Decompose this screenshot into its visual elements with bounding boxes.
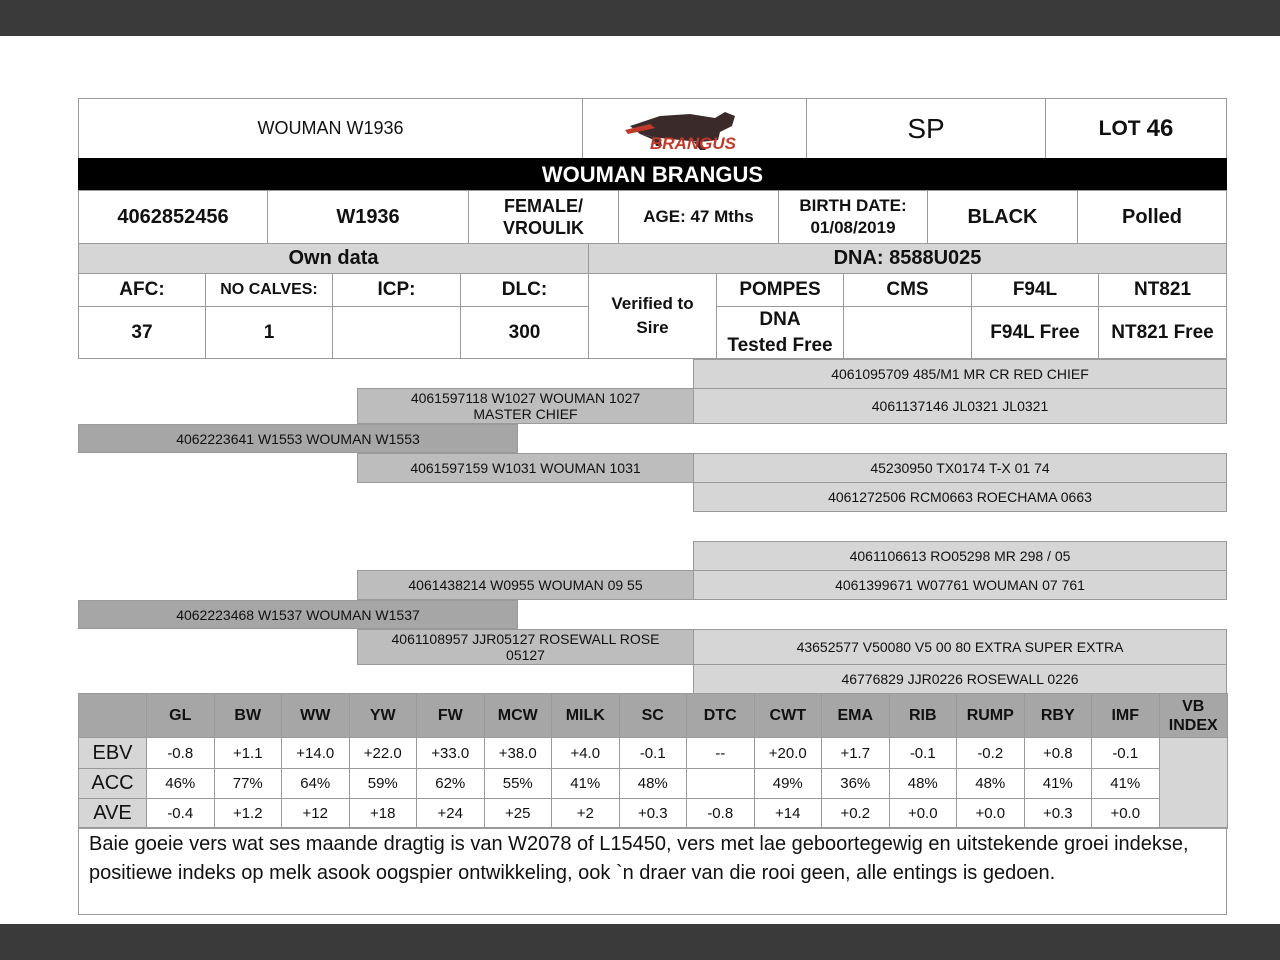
dlc-label: DLC: [501,279,548,300]
colour: BLACK [967,205,1038,228]
ebv-value-cell: 48% [889,768,958,799]
ped-ds-text: 4061438214 W0955 WOUMAN 09 55 [408,577,643,593]
ebv-value-cell: +1.1 [214,737,283,769]
no-calves-value-cell [205,306,333,359]
ped-dsd-text: 4061399671 W07761 WOUMAN 07 761 [835,577,1085,593]
ebv-value-cell: +12 [281,798,350,829]
pompes-line2: Tested Free [727,334,833,356]
reg-number: 4062852456 [117,205,229,228]
lot-number: 46 [1146,114,1174,142]
ebv-value-cell: +0.0 [889,798,958,829]
no-calves-label: NO CALVES: [220,281,318,298]
verified-line1: Verified to [611,294,694,313]
cms-header [843,273,972,307]
pedigree-dam-sire-dam [693,570,1227,600]
ebv-value-cell: -- [686,737,755,769]
ebv-col-header: CWT [754,693,823,738]
ebv-value-cell: +18 [349,798,418,829]
ebv-value-cell: -0.2 [956,737,1025,769]
ebv-value-cell: 77% [214,768,283,799]
pompes-value-cell [716,306,844,359]
ebv-value-cell: +1.2 [214,798,283,829]
own-data-header [78,243,589,274]
afc-value: 37 [131,321,153,343]
pompes-header [716,273,844,307]
ped-ss-text: 4061597118 W1027 WOUMAN 1027 MASTER CHIEF [410,390,641,422]
cms-value-cell [843,306,972,359]
dlc-value-cell [460,306,589,359]
ped-s-text: 4062223641 W1553 WOUMAN W1553 [176,430,420,447]
logo-text: BRANGUS [649,133,736,153]
afc-label: AFC: [119,279,165,300]
ped-dss-text: 4061106613 RO05298 MR 298 / 05 [849,548,1071,564]
ped-dds-text: 43652577 V50080 V5 00 80 EXTRA SUPER EXTRA [796,639,1124,655]
f94l-value: F94L Free [990,321,1080,343]
cms-label: CMS [886,279,929,300]
ebv-col-header: DTC [686,693,755,738]
ebv-value-cell: 48% [619,768,688,799]
tag: W1936 [336,205,400,228]
vb-line1: VB [1182,697,1205,715]
ebv-value-cell: +1.7 [821,737,890,769]
ped-sd-text: 4061597159 W1031 WOUMAN 1031 [410,460,641,476]
verified-cell [588,273,717,359]
ebv-col-header: WW [281,693,350,738]
icp-label: ICP: [377,279,416,300]
sp-label: SP [907,112,945,144]
ebv-value-cell: +33.0 [416,737,485,769]
tag-cell [267,190,469,244]
pedigree-sire-sire-dam [693,388,1227,424]
logo-cell [582,98,807,159]
birth-date: 01/08/2019 [810,218,896,237]
animal-id: WOUMAN W1936 [257,118,404,138]
ebv-value-cell: +25 [484,798,553,829]
ebv-value-cell: +38.0 [484,737,553,769]
age: AGE: 47 Mths [643,207,754,226]
ebv-value-cell: 48% [956,768,1025,799]
verified-line2: Sire [636,318,669,337]
ebv-value-cell [686,768,755,799]
top-bar [0,0,1280,36]
own-data-label: Own data [288,247,379,269]
f94l-value-cell [971,306,1099,359]
pedigree-sire-dam-sire [693,453,1227,483]
ebv-col-header: YW [349,693,418,738]
pedigree-sire [78,424,518,453]
no-calves-value: 1 [263,321,275,343]
ebv-value-cell: -0.1 [619,737,688,769]
ped-d-text: 4062223468 W1537 WOUMAN W1537 [176,606,420,623]
pedigree-sire-dam [357,453,694,483]
dlc-value: 300 [508,321,541,343]
vb-index-header [1159,693,1229,738]
page-title: WOUMAN BRANGUS [541,161,764,187]
nt821-value-cell [1098,306,1227,359]
no-calves-header [205,273,333,307]
ebv-value-cell: +0.3 [619,798,688,829]
ped-sds-text: 45230950 TX0174 T-X 01 74 [870,460,1050,476]
pedigree-dam-dam-dam [693,664,1227,694]
pedigree-dam [78,600,518,629]
pedigree-dam-sire-sire [693,541,1227,571]
icp-value-cell [332,306,461,359]
ebv-value-cell: 64% [281,768,350,799]
sex-line1: FEMALE/ [504,196,583,216]
birth-label: BIRTH DATE: [799,196,907,215]
ebv-value-cell: 55% [484,768,553,799]
ebv-value-cell: 36% [821,768,890,799]
ped-dd-text: 4061108957 JJR05127 ROSEWALL ROSE 05127 [391,631,660,663]
pedigree-dam-sire [357,570,694,600]
pedigree-sire-sire-sire [693,359,1227,389]
animal-id-cell [78,98,583,159]
dna-header [588,243,1227,274]
ebv-col-header: GL [146,693,215,738]
ebv-col-header: SC [619,693,688,738]
ebv-col-header: IMF [1091,693,1160,738]
ebv-value-cell: +2 [551,798,620,829]
birth-date-cell [778,190,928,244]
ebv-col-header: RUMP [956,693,1025,738]
afc-value-cell [78,306,206,359]
ebv-value-cell: +14.0 [281,737,350,769]
bottom-bar [0,924,1280,960]
afc-header [78,273,206,307]
pompes-line1: DNA [759,308,801,330]
ebv-value-cell: +24 [416,798,485,829]
ebv-corner [78,693,147,738]
ebv-value-cell: +0.0 [1091,798,1160,829]
ped-ssd-text: 4061137146 JL0321 JL0321 [871,398,1049,414]
ebv-value-cell: +0.2 [821,798,890,829]
sp-cell [806,98,1046,159]
lot-cell [1045,98,1227,159]
age-cell [618,190,779,244]
nt821-header [1098,273,1227,307]
horn-status: Polled [1121,205,1182,228]
nt821-value: NT821 Free [1111,321,1214,343]
ebv-row-label: ACC [78,768,147,799]
colour-cell [927,190,1078,244]
pedigree-sire-dam-dam [693,482,1227,512]
lot-label: LOT [1098,116,1141,140]
pompes-label: POMPES [739,279,821,300]
vb-line2: INDEX [1168,716,1218,734]
ebv-col-header: EMA [821,693,890,738]
ebv-col-header: RIB [889,693,958,738]
ebv-col-header: MCW [484,693,553,738]
ebv-value-cell: 49% [754,768,823,799]
f94l-label: F94L [1012,279,1058,300]
ebv-value-cell: +4.0 [551,737,620,769]
title-bar [78,158,1227,191]
ebv-row-label: EBV [78,737,147,769]
ebv-value-cell: -0.1 [889,737,958,769]
ebv-value-cell: +20.0 [754,737,823,769]
horn-cell [1077,190,1227,244]
ebv-col-header: MILK [551,693,620,738]
comment-text: Baie goeie vers wat ses maande dragtig is van W2078 of L15450, vers met lae geboortegewig en uitstekende groei indekse, positiewe indeks op melk asook oogspier ontwikkeling, ook `n draer van die rooi geen, alle entings is gedoen. [89,833,1189,884]
ebv-value-cell: +22.0 [349,737,418,769]
sex-line2: VROULIK [503,218,584,238]
ebv-value-cell: +0.3 [1024,798,1093,829]
ebv-col-header: BW [214,693,283,738]
nt821-label: NT821 [1133,279,1192,300]
ebv-value-cell: -0.4 [146,798,215,829]
ebv-value-cell: 41% [1091,768,1160,799]
ebv-value-cell: +0.8 [1024,737,1093,769]
ebv-value-cell: +0.0 [956,798,1025,829]
brangus-logo-icon [620,104,770,154]
ebv-col-header: RBY [1024,693,1093,738]
dlc-header [460,273,589,307]
pedigree-sire-sire [357,388,694,424]
ebv-value-cell: 59% [349,768,418,799]
ebv-value-cell: -0.8 [686,798,755,829]
icp-header [332,273,461,307]
f94l-header [971,273,1099,307]
comment-box [78,827,1227,915]
ebv-value-cell: 41% [1024,768,1093,799]
reg-number-cell [78,190,268,244]
ebv-row-label: AVE [78,798,147,829]
ebv-col-header: FW [416,693,485,738]
sex-cell [468,190,619,244]
ped-sss-text: 4061095709 485/M1 MR CR RED CHIEF [831,366,1089,382]
ebv-value-cell: -0.1 [1091,737,1160,769]
ebv-value-cell: 46% [146,768,215,799]
pedigree-dam-dam [357,629,694,665]
pedigree-dam-dam-sire [693,629,1227,665]
ped-ddd-text: 46776829 JJR0226 ROSEWALL 0226 [841,671,1079,687]
ped-sdd-text: 4061272506 RCM0663 ROECHAMA 0663 [828,489,1092,505]
ebv-value-cell: 41% [551,768,620,799]
ebv-value-cell: 62% [416,768,485,799]
vb-index-value [1159,737,1229,829]
ebv-value-cell: +14 [754,798,823,829]
dna-label: DNA: 8588U025 [833,247,982,269]
ebv-value-cell: -0.8 [146,737,215,769]
